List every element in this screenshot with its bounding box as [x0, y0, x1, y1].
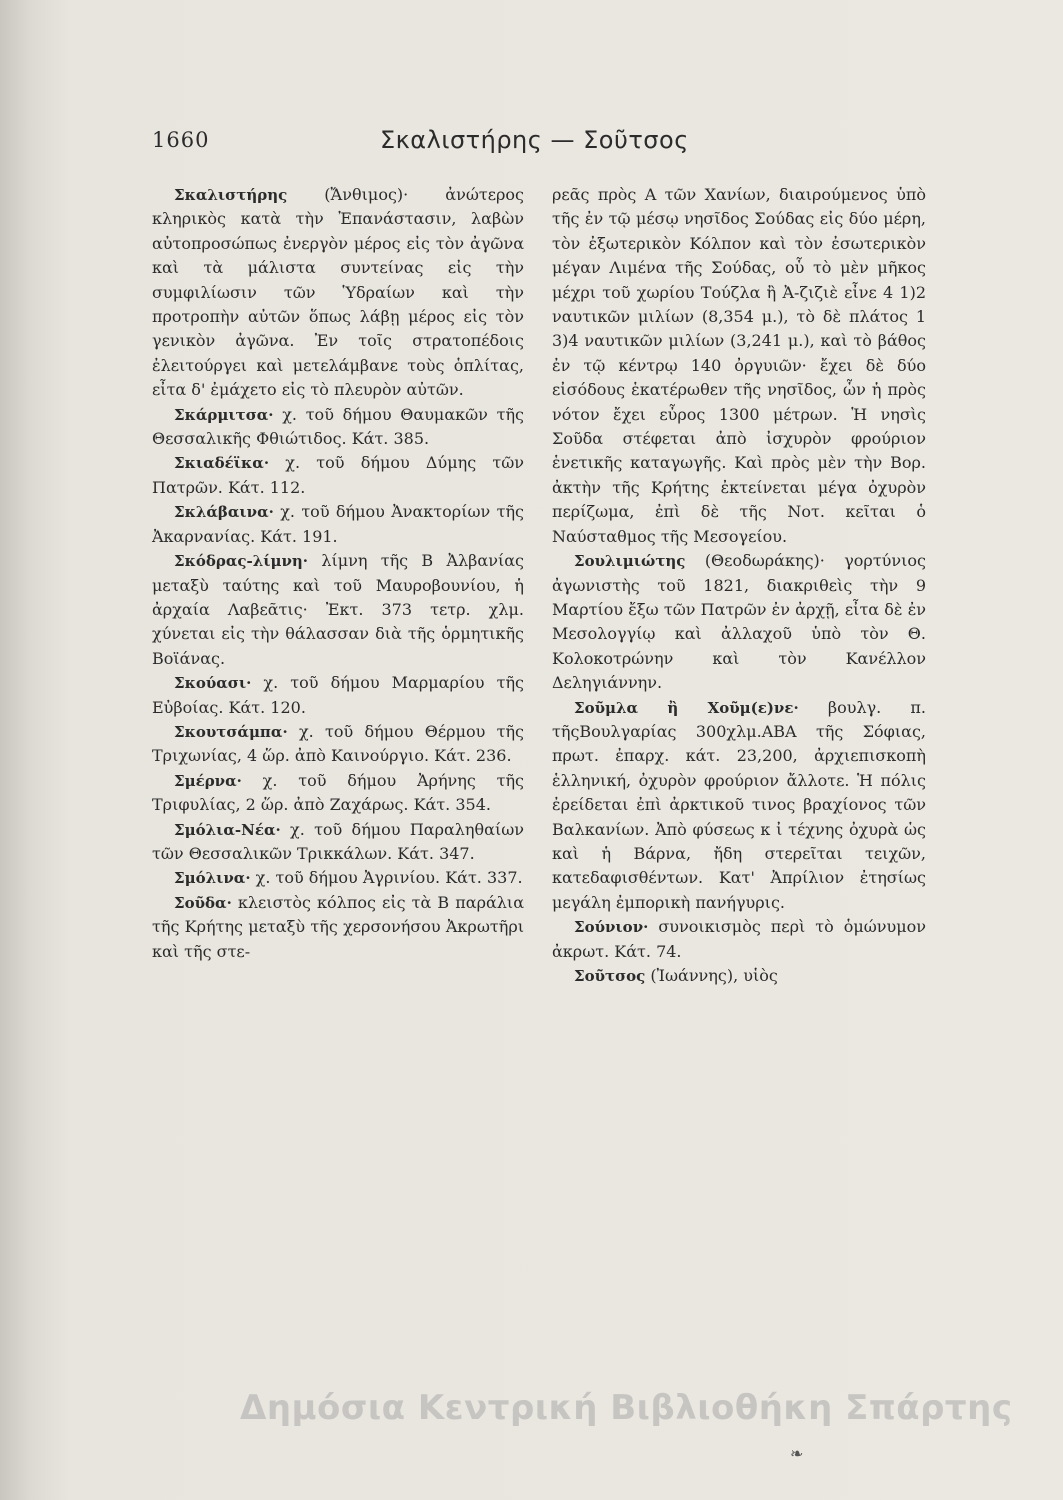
entry-term: Σοῦμλα ἢ Χοῦμ(ε)νε· [574, 698, 799, 717]
page-header [152, 128, 932, 162]
entry-text: λίμνη τῆς Β Ἀλβανίας μεταξὺ ταύτης καὶ τοῦ Μαυροβουνίου, ἡ ἀρχαία Λαβεᾶτις· Ἐκτ. 373 τετρ. χλμ. χύνεται εἰς τὴν θάλασσαν διὰ τῆς ὁρμητικῆς Βοϊάνας. [152, 551, 524, 668]
entry-term: Σμόλια-Νέα· [174, 820, 281, 839]
entry-soulimiotis [552, 549, 926, 695]
entry-text: χ. τοῦ δήμου Δύμης τῶν Πατρῶν. Κάτ. 112. [152, 453, 524, 497]
entry-term: Σκλάβαινα· [174, 503, 274, 522]
entry-text: κλειστὸς κόλπος εἰς τὰ Β παράλια τῆς Κρήτης μεταξὺ τῆς χερσονήσου Ἀκρωτῆρι καὶ τῆς στε- [152, 892, 524, 961]
entry-term: Σκόδρας-λίμνη· [174, 552, 309, 571]
entry-text: ρεᾶς πρὸς Α τῶν Χανίων, διαιρούμενος ὑπὸ τῆς ἐν τῷ μέσῳ νησῖδος Σούδας εἰς δύο μέρη, τὸν ἐξωτερικὸν Κόλπον καὶ τὸν ἐσωτερικὸν μέγαν Λιμένα τῆς Σούδας, οὗ τὸ μὲν μῆκος μέχρι τοῦ χωρίου Τούζλα ἢ Ἀ-ζιζιὲ εἶνε 4 1)2 ναυτικῶν μιλίων (8,354 μ.), τὸ δὲ πλάτος 1 3)4 ναυτικῶν μιλίων (3,241 μ.), καὶ τὸ βάθος ἐν τῷ κέντρῳ 140 ὀργυιῶν· ἔχει δὲ δύο εἰσόδους ἑκατέρωθεν τῆς νησῖδος, ὧν ἡ πρὸς νότον ἔχει εὖρος 1300 μέτρων. Ἡ νησὶς Σοῦδα στέφεται ἀπὸ ἰσχυρὸν φρούριον ἑνετικῆς καταγωγῆς. Καὶ πρὸς μὲν τὴν Βορ. ἀκτὴν τῆς Κρήτης ἐκτείνεται μέγα ὀχυρὸν περίζωμα, ἐπὶ δὲ τῆς Νοτ. κεῖται ὁ Ναύσταθμος τῆς Μεσογείου. [552, 185, 926, 546]
entry-term: Σοῦτσος [574, 967, 646, 985]
entry-term: Σκουτσάμπα· [174, 722, 288, 741]
right-column [552, 183, 926, 988]
entry-term: Σουλιμιώτης [574, 552, 686, 571]
running-head: Σκαλιστήρης — Σοῦτσος [380, 126, 689, 154]
entry-sounion [552, 915, 926, 964]
entry-soutsos [552, 964, 926, 988]
entry-souda-continued [552, 183, 926, 549]
entry-text: χ. τοῦ δήμου Θαυμακῶν τῆς Θεσσαλικῆς Φθιώτιδος. Κάτ. 385. [152, 404, 524, 449]
entry-term: Σοῦδα· [174, 893, 232, 912]
entry-skiadeika [152, 451, 524, 500]
entry-skalistiris [152, 183, 524, 403]
entry-skoutsampa [152, 720, 524, 769]
entry-skarmitsa [152, 403, 524, 452]
entry-term: Σκαλιστήρης [174, 186, 288, 204]
entry-text: (Ἄνθιμος)· ἀνώτερος κληρικὸς κατὰ τὴν Ἐπανάστασιν, λαβὼν αὐτοπροσώπως ἐνεργὸν μέρος εἰς τὸν ἀγῶνα καὶ τὰ μάλιστα συντείνας εἰς τὴν συμφιλίωσιν τῶν Ὑδραίων καὶ τὴν προτροπὴν αὐτῶν ὅπως λάβῃ μέρος εἰς τὸν γενικὸν ἀγῶνα. Ἐν τοῖς στρατοπέδοις ἐλειτούργει καὶ μετελάμβανε τοὺς ὁπλίτας, εἶτα δ' ἐμάχετο εἰς τὸ πλευρὸν αὐτῶν. [152, 185, 524, 400]
entry-skouasi [152, 671, 524, 720]
entry-term: Σκάρμιτσα· [174, 405, 274, 424]
entry-term: Σούνιον· [574, 918, 649, 937]
entry-soumla [552, 696, 926, 916]
entry-term: Σμόλινα· [174, 869, 251, 888]
entry-text: χ. τοῦ δήμου Ἀγρινίου. Κάτ. 337. [250, 868, 523, 888]
page-number: 1660 [152, 128, 210, 152]
entry-text: (Ἰωάννης), υἱὸς [645, 966, 778, 985]
entry-text: χ. τοῦ δήμου Ἀρήνης τῆς Τριφυλίας, 2 ὥρ. ἀπὸ Ζαχάρως. Κάτ. 354. [152, 770, 524, 815]
entry-term: Σμέρνα· [174, 771, 242, 790]
entry-smerna [152, 769, 524, 818]
library-watermark: Δημόσια Κεντρική Βιβλιοθήκη Σπάρτης [240, 1388, 1013, 1428]
entry-text: βουλγ. π. τῆςΒουλγαρίας 300χλμ.ΑΒΑ τῆς Σόφιας, πρωτ. ἐπαρχ. κάτ. 23,200, ἀρχιεπισκοπὴ ἑλληνική, ὀχυρὸν φρούριον ἄλλοτε. Ἡ πόλις ἐρείδεται ἐπὶ ἀρκτικοῦ τινος βραχίονος τῶν Βαλκανίων. Ἀπὸ φύσεως κ ἰ τέχνης ὀχυρὰ ὡς καὶ ἡ Βάρνα, ἤδη στερεῖται τειχῶν, κατεδαφισθέντων. Κατ' Ἀπρίλιον ἐτησίως μεγάλη ἐμπορικὴ πανήγυρις. [552, 697, 927, 912]
entry-text: χ. τοῦ δήμου Θέρμου τῆς Τριχωνίας, 4 ὥρ. ἀπὸ Καινούργιο. Κάτ. 236. [152, 721, 524, 766]
entry-text: συνοικισμὸς περὶ τὸ ὁμώνυμον ἀκρωτ. Κάτ. 74. [552, 917, 926, 961]
entry-smolia-nea [152, 818, 524, 867]
entry-smolina [152, 866, 524, 890]
entry-text: χ. τοῦ δήμου Μαρμαρίου τῆς Εὐβοίας. Κάτ. 120. [152, 673, 524, 717]
fleuron-icon: ❧ [790, 1444, 804, 1463]
entry-souda [152, 891, 524, 964]
entry-text: χ. τοῦ δήμου Ἀνακτορίων τῆς Ἀκαρνανίας. Κάτ. 191. [152, 502, 524, 546]
entry-term: Σκούασι· [174, 674, 252, 693]
entry-text: χ. τοῦ δήμου Παραληθαίων τῶν Θεσσαλικῶν Τρικκάλων. Κάτ. 347. [152, 819, 524, 863]
entry-text: (Θεοδωράκης)· γορτύνιος ἀγωνιστὴς τοῦ 1821, διακριθεὶς τὴν 9 Μαρτίου ἔξω τῶν Πατρῶν ἐν ἀρχῇ, εἶτα δὲ ἐν Μεσολογγίῳ καὶ ἀλλαχοῦ ὑπὸ τὸν Θ. Κολοκοτρώνην καὶ τὸν Κανέλλον Δεληγιάννην. [552, 551, 926, 693]
left-column [152, 183, 524, 964]
entry-term: Σκιαδέϊκα· [174, 454, 270, 473]
entry-skodras-limni [152, 549, 524, 671]
entry-sklavaina [152, 500, 524, 549]
